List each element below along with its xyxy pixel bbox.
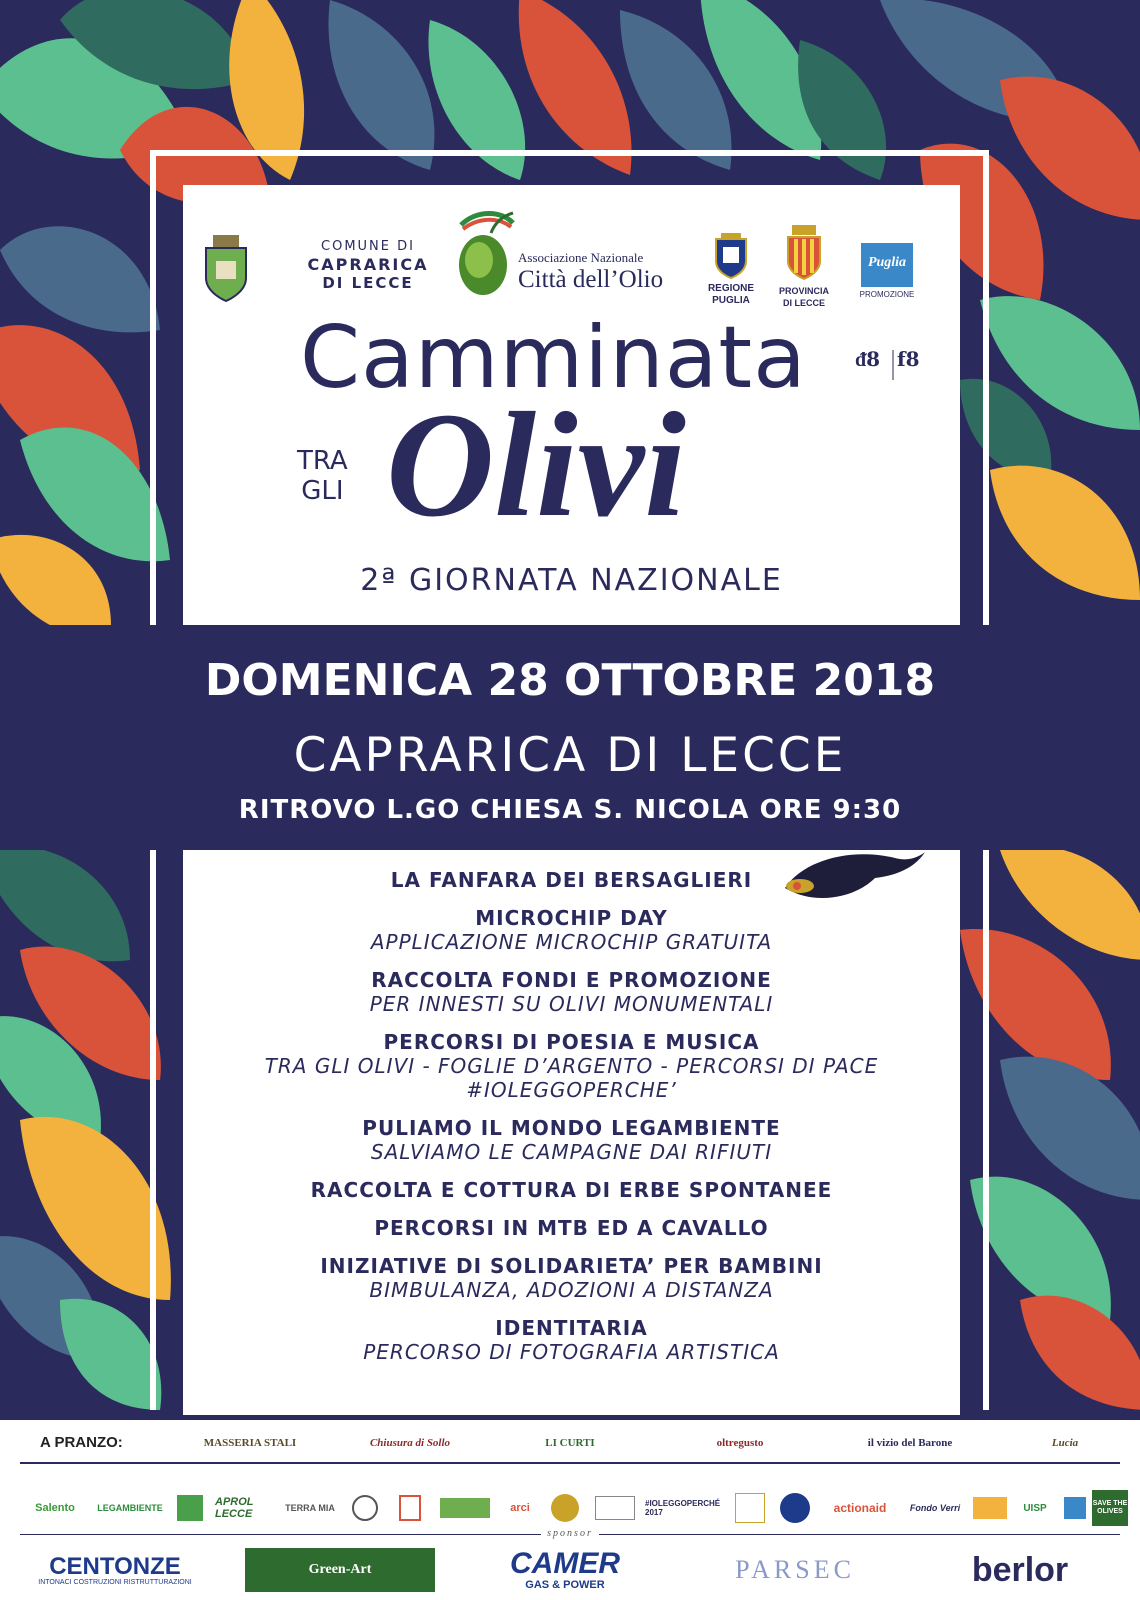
partner-logo: SAVE THE OLIVES [1092,1490,1128,1526]
event-info-band [0,625,1140,850]
restaurant-name: oltregusto [716,1437,764,1449]
program-item-subtitle: APPLICAZIONE MICROCHIP GRATUITA [370,930,773,954]
svg-text:f8: f8 [897,347,920,371]
regione-line2: PUGLIA [712,295,750,306]
comune-line2: CAPRARICA [307,255,429,274]
svg-text:ᵭ8: ᵭ8 [855,347,881,371]
program-item-title: LA FANFARA DEI BERSAGLIERI [390,868,753,892]
footer-divider [20,1462,1120,1464]
event-place: CAPRARICA DI LECCE [293,728,847,783]
partner-logo [730,1490,770,1526]
program-item [183,1316,960,1364]
program-list [183,868,960,1378]
restaurant-logo [355,1426,465,1474]
restaurant-name: LI CURTI [545,1437,595,1449]
olive-logo-icon [451,205,521,300]
puglia-logo-text: Puglia [867,255,907,270]
program-item [183,968,960,1016]
partner-logo: actionaid [833,1501,887,1515]
sponsor-logo [15,1548,215,1592]
partner-logo [590,1490,640,1526]
sponsor-logo: PARSEC [735,1555,855,1584]
lunch-label: A PRANZO: [40,1434,123,1451]
title-camminata: Camminata [300,308,807,408]
program-item-title: MICROCHIP DAY [475,906,668,930]
partner-logo [545,1490,585,1526]
comune-logo-text [298,238,438,292]
institutional-logos [183,205,960,315]
sponsor-name: CAMER [510,1547,620,1580]
sponsor-subtitle: INTONACI COSTRUZIONI RISTRUTTURAZIONI [38,1578,192,1586]
program-item [183,1116,960,1164]
comune-crest-icon [201,233,251,303]
program-item-subtitle: BIMBULANZA, ADOZIONI A DISTANZA [369,1278,774,1302]
sponsor-logo [470,1548,660,1592]
partner-logo [170,1490,210,1526]
event-date: DOMENICA 28 OTTOBRE 2018 [204,655,936,706]
program-item-subtitle: TRA GLI OLIVI - FOGLIE D’ARGENTO - PERCORSI DI PACE [264,1054,879,1078]
regione-line1: REGIONE [707,283,755,294]
title-tra-gli [297,446,348,506]
sponsor-logo: Green-Art [245,1548,435,1592]
restaurant-name: il vizio del Barone [867,1437,953,1449]
association-line2: Città dell’Olio [518,266,664,293]
sponsor-logo: berlor [971,1550,1069,1589]
program-item [183,1254,960,1302]
regione-puglia-crest-icon [713,233,749,279]
program-item [183,1030,960,1102]
cittaslow-logo [855,346,935,391]
provincia-lecce-crest-icon [784,225,824,281]
association-logo-text [518,250,698,294]
program-item-subtitle-2: #IOLEGGOPERCHE’ [466,1078,677,1102]
puglia-promozione-logo [861,243,913,287]
sponsor-label [0,1528,1140,1539]
partner-logo [775,1490,815,1526]
restaurant-name: MASSERIA STALI [203,1437,297,1449]
program-item-subtitle: PERCORSO DI FOTOGRAFIA ARTISTICA [363,1340,780,1364]
meeting-point: RITROVO L.GO CHIESA S. NICOLA ORE 9:30 [238,795,902,825]
program-item [183,1178,960,1202]
program-item [183,1216,960,1240]
partner-logo: UISP [1023,1502,1047,1514]
partner-logo [390,1490,430,1526]
subtitle-giornata: 2ª GIORNATA NAZIONALE [360,563,783,598]
restaurant-logo [1010,1426,1120,1474]
program-item-title: RACCOLTA E COTTURA DI ERBE SPONTANEE [310,1178,833,1202]
sponsor-label-text: sponsor [541,1528,599,1539]
restaurant-logo [855,1426,965,1474]
program-item-title: RACCOLTA FONDI E PROMOZIONE [371,968,772,992]
sponsor-subtitle: GAS & POWER [525,1579,605,1591]
program-item-title: IDENTITARIA [495,1316,648,1340]
title-olivi: Olivi [386,382,686,548]
provincia-label [773,285,835,309]
program-item [183,868,960,892]
provincia-line2: DI LECCE [782,298,825,308]
comune-line1: COMUNE DI [321,239,415,254]
partner-logo: TERRA MIA [285,1503,335,1513]
partner-logo [1060,1490,1090,1526]
restaurant-logo [515,1426,625,1474]
restaurant-logo [685,1426,795,1474]
partner-logo: arci [510,1502,530,1514]
regione-label [700,283,762,307]
partner-logos [10,1490,1130,1530]
partner-logo [970,1490,1010,1526]
partner-logo: Salento [35,1502,75,1514]
program-item-title: PULIAMO IL MONDO LEGAMBIENTE [362,1116,781,1140]
partner-logo [435,1490,495,1526]
provincia-line1: PROVINCIA [778,286,829,296]
partner-logo: Fondo Verri [909,1503,961,1513]
program-item-title: PERCORSI DI POESIA E MUSICA [383,1030,760,1054]
restaurant-logo [195,1426,305,1474]
program-item-title: INIZIATIVE DI SOLIDARIETA’ PER BAMBINI [320,1254,823,1278]
title-tra: TRA [297,446,348,476]
title-gli: GLI [301,476,344,506]
cittaslow-icon [855,346,935,386]
sponsor-name: CENTONZE [49,1552,181,1580]
program-item-subtitle: PER INNESTI SU OLIVI MONUMENTALI [369,992,774,1016]
program-item-title: PERCORSI IN MTB ED A CAVALLO [374,1216,769,1240]
association-line1: Associazione Nazionale [518,250,644,265]
partner-logo: #IOLEGGOPERCHÉ 2017 [645,1499,721,1517]
puglia-promozione-label: PROMOZIONE [859,290,915,299]
partner-logo: LEGAMBIENTE [97,1503,163,1513]
program-item [183,906,960,954]
restaurant-name: Lucia [1051,1437,1079,1449]
restaurant-name: Chiusura di Sollo [369,1437,451,1449]
comune-line3: DI LECCE [322,274,414,292]
program-item-subtitle: SALVIAMO LE CAMPAGNE DAI RIFIUTI [370,1140,773,1164]
partner-logo [345,1490,385,1526]
partner-logo: APROL LECCE [215,1496,254,1520]
